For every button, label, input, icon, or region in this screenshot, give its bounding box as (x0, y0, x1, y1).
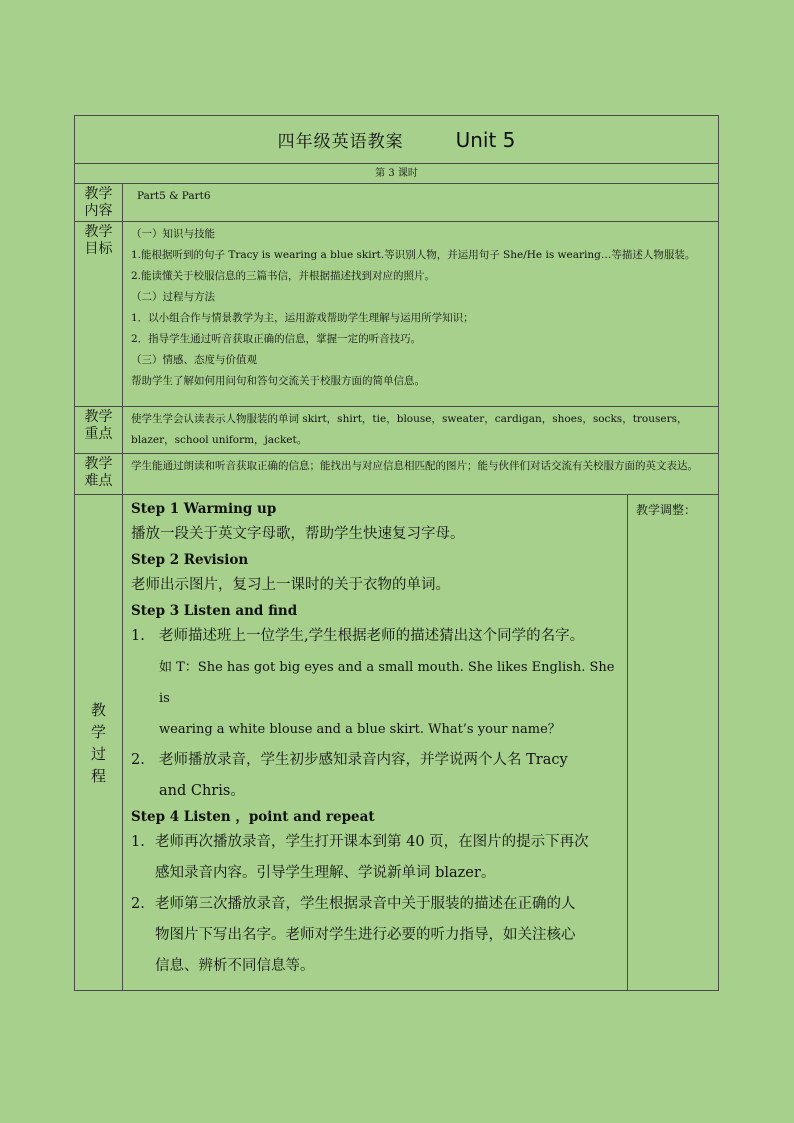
process-content (123, 495, 628, 991)
difficulty-text: 学生能通过朗读和听音获取正确的信息；能找出与对应信息相匹配的图片；能与伙伴们对话交流有关校服方面的英文表达。 (123, 454, 719, 495)
goals-line: （三）情感、态度与价值观 (131, 354, 257, 366)
goals-line: 2．指导学生通过听音获取正确的信息，掌握一定的听音技巧。 (131, 333, 422, 345)
step-1-title: Step 1 Warming up (131, 501, 277, 517)
key-points-label: 教学 重点 (75, 407, 123, 454)
list-item: 2. 老师播放录音，学生初步感知录音内容，并学说两个人名 Tracy and Chris。 (131, 752, 568, 799)
content-label: 教学 内容 (75, 184, 123, 222)
goals-text (123, 222, 719, 407)
title-cell (75, 116, 719, 164)
goals-line: 帮助学生了解如何用问句和答句交流关于校服方面的简单信息。 (131, 375, 425, 387)
goals-line: 2.能读懂关于校服信息的三篇书信，并根据描述找到对应的照片。 (131, 270, 436, 282)
content-text: Part5 & Part6 (123, 184, 719, 222)
step-2-text: 老师出示图片，复习上一课时的关于衣物的单词。 (131, 577, 450, 593)
step-1-text: 播放一段关于英文字母歌，帮助学生快速复习字母。 (131, 526, 465, 542)
teaching-adjustment: 教学调整： (628, 495, 719, 991)
lesson-number: 第 3 课时 (75, 164, 719, 184)
goals-line: 1.能根据听到的句子 Tracy is wearing a blue skirt.等识别人物，并运用句子 She/He is wearing…等描述人物服装。 (131, 249, 696, 261)
goals-line: （二）过程与方法 (131, 291, 215, 303)
list-item: 1. 老师描述班上一位学生,学生根据老师的描述猜出这个同学的名字。 如 T：She has got big eyes and a small mouth. She likes English. She is wearing a white blouse and a blue skirt. What’s your name？ (131, 628, 615, 737)
step-3-title: Step 3 Listen and find (131, 603, 298, 619)
difficulty-label: 教学 难点 (75, 454, 123, 495)
list-item: 1. 老师再次播放录音，学生打开课本到第 40 页，在图片的提示下再次 感知录音内容。引导学生理解、学说新单词 blazer。 (131, 834, 589, 881)
lesson-plan-table (74, 115, 719, 991)
title-chinese: 四年级英语教案 (277, 132, 404, 152)
list-item: 2. 老师第三次播放录音，学生根据录音中关于服装的描述在正确的人 物图片下写出名字。老师对学生进行必要的听力指导，如关注核心 信息、辨析不同信息等。 (131, 896, 576, 974)
goals-line: （一）知识与技能 (131, 228, 215, 240)
goals-label: 教学 目标 (75, 222, 123, 407)
title-unit: Unit 5 (455, 128, 516, 152)
step-4-title: Step 4 Listen ，point and repeat (131, 809, 375, 825)
goals-line: 1．以小组合作与情景教学为主，运用游戏帮助学生理解与运用所学知识； (131, 312, 474, 324)
step-2-title: Step 2 Revision (131, 552, 249, 568)
process-label: 教 学 过 程 (75, 495, 123, 991)
key-points-text: 使学生学会认读表示人物服装的单词 skirt，shirt，tie，blouse，sweater，cardigan，shoes，socks，trousers，blazer，school uniform，jacket。 (123, 407, 719, 454)
